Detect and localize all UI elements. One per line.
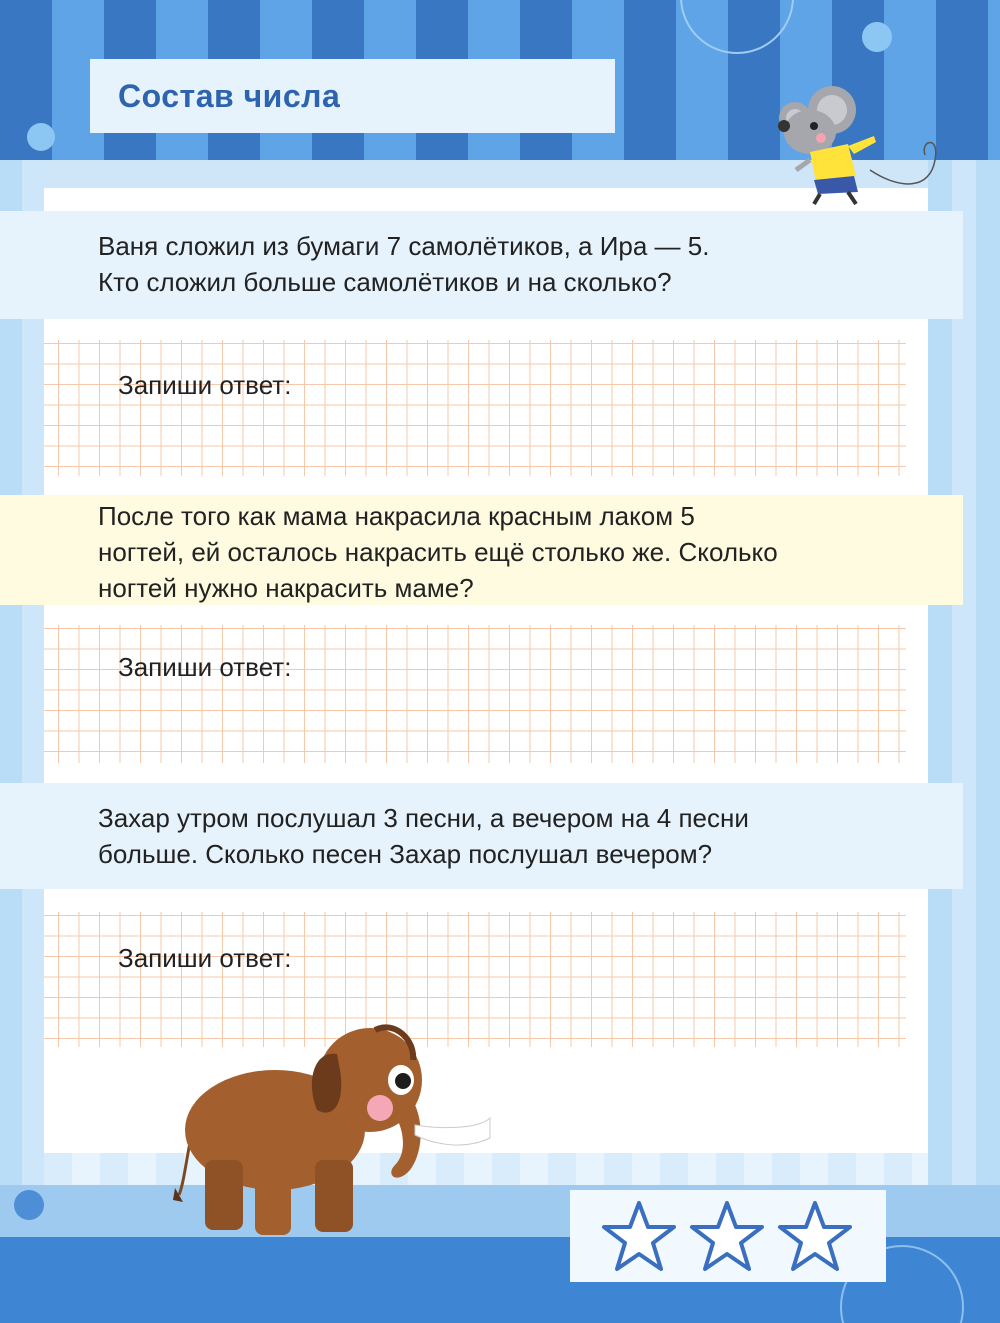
task-2-answer-label: Запиши ответ:: [118, 652, 292, 682]
question-line: больше. Сколько песен Захар послушал вечером?: [98, 839, 713, 869]
task-1-answer-label: Запиши ответ:: [118, 370, 292, 400]
question-line: ногтей нужно накрасить маме?: [98, 573, 474, 603]
task-3-answer-label: Запиши ответ:: [118, 943, 292, 973]
mouse-illustration: [770, 80, 950, 210]
decor-circle: [14, 1190, 44, 1220]
task-1-answer-grid[interactable]: [44, 340, 906, 476]
task-2-question: [0, 495, 963, 605]
mammoth-illustration: [165, 1010, 505, 1250]
page-title: Состав числа: [118, 78, 341, 114]
task-3-question: [0, 783, 963, 889]
star-icon[interactable]: [601, 1199, 677, 1275]
question-line: После того как мама накрасила красным лаком 5: [98, 501, 695, 531]
question-line: Ваня сложил из бумаги 7 самолётиков, а Ира — 5.: [98, 231, 710, 261]
task-1-question: [0, 211, 963, 319]
question-line: ногтей, ей осталось накрасить ещё столько же. Сколько: [98, 537, 778, 567]
question-line: Кто сложил больше самолётиков и на сколько?: [98, 267, 672, 297]
question-line: Захар утром послушал 3 песни, а вечером на 4 песни: [98, 803, 749, 833]
task-2-answer-grid[interactable]: [44, 625, 906, 763]
star-icon[interactable]: [689, 1199, 765, 1275]
star-icon[interactable]: [777, 1199, 853, 1275]
decor-circle: [862, 22, 892, 52]
decor-circle: [27, 123, 55, 151]
